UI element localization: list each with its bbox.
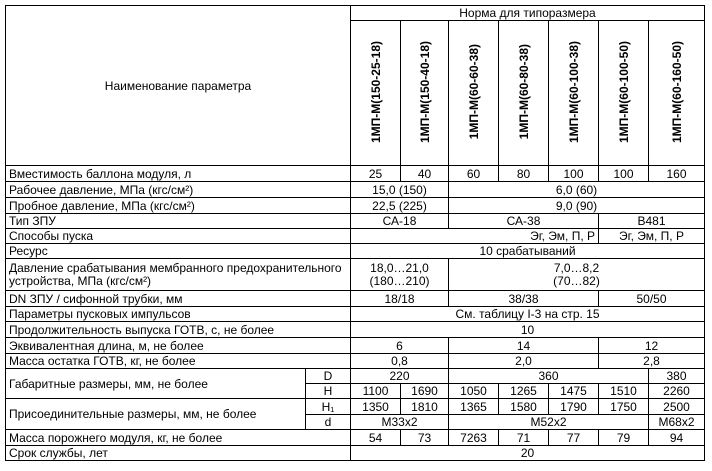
table-row bbox=[6, 291, 705, 307]
cell-value: 6 bbox=[351, 338, 449, 354]
cell-value: 94 bbox=[649, 430, 705, 446]
cell-value: 1510 bbox=[599, 384, 649, 399]
cell-value: 22,5 (225) bbox=[351, 198, 449, 214]
cell-value: Эг, Эм, П, Р bbox=[351, 229, 599, 244]
cell-value: 79 bbox=[599, 430, 649, 446]
cell-value: 1475 bbox=[549, 384, 599, 399]
table-row bbox=[6, 182, 705, 198]
parameters-table bbox=[5, 5, 705, 461]
cell-value: В481 bbox=[599, 214, 705, 229]
cell-value: 1365 bbox=[449, 399, 499, 415]
model-header: 1МП-М(60-100-38) bbox=[549, 21, 599, 166]
sub-label: D bbox=[306, 369, 351, 384]
cell-value: 10 bbox=[351, 322, 705, 338]
table-row bbox=[6, 322, 705, 338]
cell-value: 6,0 (60) bbox=[449, 182, 705, 198]
row-label: Пробное давление, МПа (кгс/см²) bbox=[6, 198, 351, 214]
cell-value: 160 bbox=[649, 166, 705, 182]
row-label: Масса остатка ГОТВ, кг, не более bbox=[6, 354, 351, 369]
sub-label: d bbox=[306, 415, 351, 430]
cell-value: 2,0 bbox=[449, 354, 599, 369]
cell-value: 10 срабатываний bbox=[351, 244, 705, 259]
cell-value: 18/18 bbox=[351, 291, 449, 307]
row-label: Давление срабатывания мембранного предохранительного устройства, МПа (кгс/см²) bbox=[6, 259, 351, 291]
row-label: Продолжительность выпуска ГОТВ, с, не более bbox=[6, 322, 351, 338]
sub-label: H bbox=[306, 384, 351, 399]
cell-value: 1810 bbox=[401, 399, 449, 415]
table-row bbox=[6, 354, 705, 369]
cell-value: 1580 bbox=[499, 399, 549, 415]
table-row bbox=[6, 166, 705, 182]
row-label: Ресурс bbox=[6, 244, 351, 259]
cell-value: 2,8 bbox=[599, 354, 705, 369]
table-row bbox=[6, 214, 705, 229]
cell-value: 1050 bbox=[449, 384, 499, 399]
cell-value: 73 bbox=[401, 430, 449, 446]
model-header: 1МП-М(60-160-50) bbox=[649, 21, 705, 166]
cell-value: 1790 bbox=[549, 399, 599, 415]
table-row bbox=[6, 229, 705, 244]
row-label: Срок службы, лет bbox=[6, 446, 351, 461]
row-label: Рабочее давление, МПа (кгс/см²) bbox=[6, 182, 351, 198]
row-label: DN ЗПУ / сифонной трубки, мм bbox=[6, 291, 351, 307]
norm-header: Норма для типоразмера bbox=[351, 6, 705, 21]
cell-value: 0,8 bbox=[351, 354, 449, 369]
row-label: Габаритные размеры, мм, не более bbox=[6, 369, 306, 399]
row-label: Способы пуска bbox=[6, 229, 351, 244]
cell-value: 1690 bbox=[401, 384, 449, 399]
row-label: Параметры пусковых импульсов bbox=[6, 307, 351, 322]
cell-value: 360 bbox=[449, 369, 649, 384]
row-label: Присоединительные размеры, мм, не более bbox=[6, 399, 306, 430]
cell-value: 2260 bbox=[649, 384, 705, 399]
table-row bbox=[6, 399, 705, 415]
cell-value: 100 bbox=[549, 166, 599, 182]
cell-value: СА-18 bbox=[351, 214, 449, 229]
row-label: Масса порожнего модуля, кг, не более bbox=[6, 430, 351, 446]
cell-value: М52х2 bbox=[449, 415, 649, 430]
table-row bbox=[6, 369, 705, 384]
model-header: 1МП-М(60-100-50) bbox=[599, 21, 649, 166]
cell-value: 77 bbox=[549, 430, 599, 446]
cell-value: 54 bbox=[351, 430, 401, 446]
cell-value: 50/50 bbox=[599, 291, 705, 307]
row-label: Тип ЗПУ bbox=[6, 214, 351, 229]
cell-value: 7,0…8,2 (70…82) bbox=[449, 259, 705, 291]
model-header: 1МП-М(60-80-38) bbox=[499, 21, 549, 166]
cell-value: 380 bbox=[649, 369, 705, 384]
model-header: 1МП-М(150-25-18) bbox=[351, 21, 401, 166]
model-header: 1МП-М(150-40-18) bbox=[401, 21, 449, 166]
cell-value: СА-38 bbox=[449, 214, 599, 229]
cell-value: М68х2 bbox=[649, 415, 705, 430]
cell-value: 18,0…21,0 (180…210) bbox=[351, 259, 449, 291]
cell-value: 1265 bbox=[499, 384, 549, 399]
cell-value: 220 bbox=[351, 369, 449, 384]
cell-value: 100 bbox=[599, 166, 649, 182]
param-header: Наименование параметра bbox=[6, 6, 351, 166]
table-row bbox=[6, 244, 705, 259]
cell-value: 60 bbox=[449, 166, 499, 182]
cell-value: 1750 bbox=[599, 399, 649, 415]
table-row bbox=[6, 259, 705, 291]
cell-value: М33х2 bbox=[351, 415, 449, 430]
sub-label: H₁ bbox=[306, 399, 351, 415]
table-row bbox=[6, 430, 705, 446]
table-row bbox=[6, 307, 705, 322]
model-header: 1МП-М(60-60-38) bbox=[449, 21, 499, 166]
table-row bbox=[6, 446, 705, 461]
cell-value: 1100 bbox=[351, 384, 401, 399]
cell-value: 25 bbox=[351, 166, 401, 182]
table-row bbox=[6, 338, 705, 354]
cell-value: 2500 bbox=[649, 399, 705, 415]
table-row bbox=[6, 198, 705, 214]
row-label: Эквивалентная длина, м, не более bbox=[6, 338, 351, 354]
cell-value: 9,0 (90) bbox=[449, 198, 705, 214]
cell-value: Эг, Эм, П, Р bbox=[599, 229, 705, 244]
cell-value: 15,0 (150) bbox=[351, 182, 449, 198]
cell-value: 14 bbox=[449, 338, 599, 354]
cell-value: 38/38 bbox=[449, 291, 599, 307]
cell-value: 7263 bbox=[449, 430, 499, 446]
cell-value: 71 bbox=[499, 430, 549, 446]
cell-value: См. таблицу I-3 на стр. 15 bbox=[351, 307, 705, 322]
cell-value: 80 bbox=[499, 166, 549, 182]
cell-value: 1350 bbox=[351, 399, 401, 415]
row-label: Вместимость баллона модуля, л bbox=[6, 166, 351, 182]
cell-value: 20 bbox=[351, 446, 705, 461]
cell-value: 40 bbox=[401, 166, 449, 182]
cell-value: 12 bbox=[599, 338, 705, 354]
